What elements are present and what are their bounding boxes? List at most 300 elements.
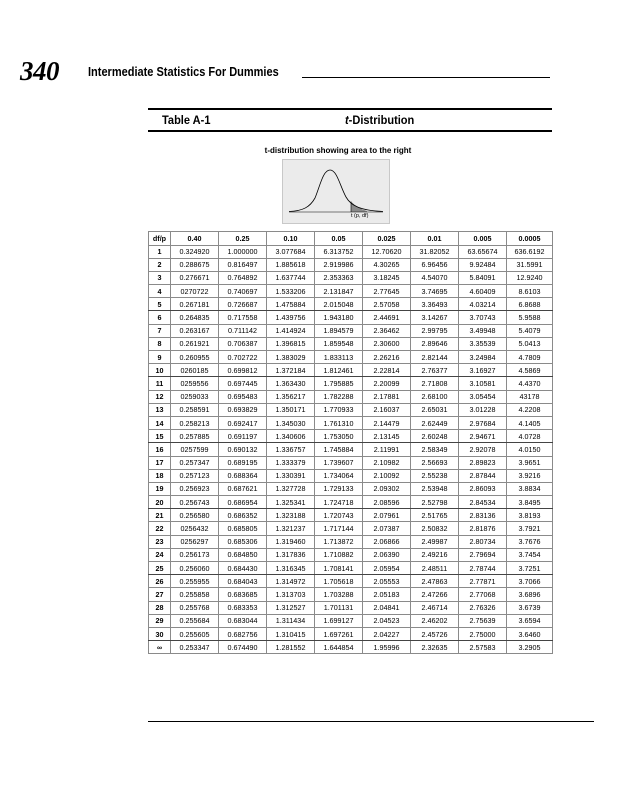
value-cell: 4.03214 bbox=[459, 298, 507, 311]
value-cell: 2.06390 bbox=[363, 548, 411, 561]
value-cell: 1.383029 bbox=[267, 351, 315, 364]
value-cell: 2.07961 bbox=[363, 509, 411, 522]
value-cell: 2.353363 bbox=[315, 271, 363, 284]
value-cell: 3.9216 bbox=[507, 469, 553, 482]
df-cell: 4 bbox=[149, 285, 171, 298]
value-cell: 0.691197 bbox=[219, 430, 267, 443]
value-cell: 1.363430 bbox=[267, 377, 315, 390]
value-cell: 2.60248 bbox=[411, 430, 459, 443]
table-row bbox=[149, 377, 553, 390]
table-row bbox=[149, 641, 553, 654]
value-cell: 2.99795 bbox=[411, 324, 459, 337]
table-title-rest: -Distribution bbox=[348, 113, 415, 127]
df-cell: 10 bbox=[149, 364, 171, 377]
df-cell: 28 bbox=[149, 601, 171, 614]
value-cell: 1.321237 bbox=[267, 522, 315, 535]
value-cell: 0.253347 bbox=[171, 641, 219, 654]
value-cell: 31.82052 bbox=[411, 245, 459, 258]
value-cell: 1.859548 bbox=[315, 337, 363, 350]
value-cell: 4.2208 bbox=[507, 403, 553, 416]
value-cell: 1.637744 bbox=[267, 271, 315, 284]
value-cell: 2.08596 bbox=[363, 496, 411, 509]
value-cell: 2.44691 bbox=[363, 311, 411, 324]
value-cell: 0.261921 bbox=[171, 337, 219, 350]
value-cell: 3.6460 bbox=[507, 627, 553, 640]
df-cell: 26 bbox=[149, 575, 171, 588]
column-header-df: df/p bbox=[149, 232, 171, 246]
df-cell: 9 bbox=[149, 351, 171, 364]
value-cell: 2.57583 bbox=[459, 641, 507, 654]
value-cell: 3.8495 bbox=[507, 496, 553, 509]
value-cell: 2.71808 bbox=[411, 377, 459, 390]
page-number: 340 bbox=[20, 56, 59, 86]
t-distribution-curve-figure bbox=[282, 159, 390, 224]
table-row bbox=[149, 443, 553, 456]
t-distribution-table bbox=[148, 231, 553, 654]
table-row bbox=[149, 482, 553, 495]
value-cell: 1.753050 bbox=[315, 430, 363, 443]
table-row bbox=[149, 285, 553, 298]
table-row bbox=[149, 601, 553, 614]
value-cell: 0.256923 bbox=[171, 482, 219, 495]
table-row bbox=[149, 337, 553, 350]
value-cell: 1.734064 bbox=[315, 469, 363, 482]
value-cell: 1.713872 bbox=[315, 535, 363, 548]
value-cell: 0.685805 bbox=[219, 522, 267, 535]
value-cell: 2.47266 bbox=[411, 588, 459, 601]
value-cell: 1.885618 bbox=[267, 258, 315, 271]
value-cell: 0.740697 bbox=[219, 285, 267, 298]
df-cell: 3 bbox=[149, 271, 171, 284]
value-cell: 0.264835 bbox=[171, 311, 219, 324]
value-cell: 2.919986 bbox=[315, 258, 363, 271]
value-cell: 3.24984 bbox=[459, 351, 507, 364]
column-header-p: 0.0005 bbox=[507, 232, 553, 246]
value-cell: 3.2905 bbox=[507, 641, 553, 654]
table-caption: t-distribution showing area to the right bbox=[264, 146, 412, 155]
df-cell: 22 bbox=[149, 522, 171, 535]
value-cell: 0.267181 bbox=[171, 298, 219, 311]
value-cell: 3.10581 bbox=[459, 377, 507, 390]
value-cell: 2.015048 bbox=[315, 298, 363, 311]
df-cell: ∞ bbox=[149, 641, 171, 654]
value-cell: 3.7454 bbox=[507, 548, 553, 561]
value-cell: 2.65031 bbox=[411, 403, 459, 416]
value-cell: 4.0150 bbox=[507, 443, 553, 456]
value-cell: 0259033 bbox=[171, 390, 219, 403]
value-cell: 2.80734 bbox=[459, 535, 507, 548]
value-cell: 2.57058 bbox=[363, 298, 411, 311]
table-row bbox=[149, 298, 553, 311]
value-cell: 12.70620 bbox=[363, 245, 411, 258]
value-cell: 5.0413 bbox=[507, 337, 553, 350]
value-cell: 0.256580 bbox=[171, 509, 219, 522]
value-cell: 4.60409 bbox=[459, 285, 507, 298]
df-cell: 18 bbox=[149, 469, 171, 482]
value-cell: 5.4079 bbox=[507, 324, 553, 337]
value-cell: 3.7066 bbox=[507, 575, 553, 588]
value-cell: 1.310415 bbox=[267, 627, 315, 640]
value-cell: 1.708141 bbox=[315, 562, 363, 575]
value-cell: 1.782288 bbox=[315, 390, 363, 403]
value-cell: 3.6594 bbox=[507, 614, 553, 627]
value-cell: 2.50832 bbox=[411, 522, 459, 535]
value-cell: 1.697261 bbox=[315, 627, 363, 640]
value-cell: 3.49948 bbox=[459, 324, 507, 337]
value-cell: 1.312527 bbox=[267, 601, 315, 614]
df-cell: 16 bbox=[149, 443, 171, 456]
value-cell: 4.7809 bbox=[507, 351, 553, 364]
value-cell: 0.697445 bbox=[219, 377, 267, 390]
column-header-p: 0.01 bbox=[411, 232, 459, 246]
value-cell: 1.316345 bbox=[267, 562, 315, 575]
value-cell: 12.9240 bbox=[507, 271, 553, 284]
value-cell: 2.10092 bbox=[363, 469, 411, 482]
df-cell: 6 bbox=[149, 311, 171, 324]
value-cell: 2.87844 bbox=[459, 469, 507, 482]
value-cell: 2.131847 bbox=[315, 285, 363, 298]
table-row bbox=[149, 430, 553, 443]
value-cell: 0.690132 bbox=[219, 443, 267, 456]
value-cell: 0.683353 bbox=[219, 601, 267, 614]
value-cell: 1.311434 bbox=[267, 614, 315, 627]
value-cell: 2.09302 bbox=[363, 482, 411, 495]
t-curve-graphic bbox=[283, 160, 389, 223]
value-cell: 0.324920 bbox=[171, 245, 219, 258]
df-cell: 21 bbox=[149, 509, 171, 522]
value-cell: 1.724718 bbox=[315, 496, 363, 509]
value-cell: 1.770933 bbox=[315, 403, 363, 416]
value-cell: 0.687621 bbox=[219, 482, 267, 495]
value-cell: 0.256743 bbox=[171, 496, 219, 509]
value-cell: 2.92078 bbox=[459, 443, 507, 456]
value-cell: 1.340606 bbox=[267, 430, 315, 443]
table-row bbox=[149, 390, 553, 403]
value-cell: 0.683044 bbox=[219, 614, 267, 627]
table-header-rule bbox=[148, 130, 552, 132]
value-cell: 0.692417 bbox=[219, 416, 267, 429]
value-cell: 2.81876 bbox=[459, 522, 507, 535]
value-cell: 3.05454 bbox=[459, 390, 507, 403]
value-cell: 0.260955 bbox=[171, 351, 219, 364]
value-cell: 3.74695 bbox=[411, 285, 459, 298]
value-cell: 0.263167 bbox=[171, 324, 219, 337]
table-body bbox=[149, 245, 553, 654]
value-cell: 0.695483 bbox=[219, 390, 267, 403]
value-cell: 1.314972 bbox=[267, 575, 315, 588]
value-cell: 2.49987 bbox=[411, 535, 459, 548]
value-cell: 0.255858 bbox=[171, 588, 219, 601]
value-cell: 1.372184 bbox=[267, 364, 315, 377]
value-cell: 6.313752 bbox=[315, 245, 363, 258]
value-cell: 1.475884 bbox=[267, 298, 315, 311]
value-cell: 2.52798 bbox=[411, 496, 459, 509]
value-cell: 0.686954 bbox=[219, 496, 267, 509]
value-cell: 2.56693 bbox=[411, 456, 459, 469]
column-header-p: 0.25 bbox=[219, 232, 267, 246]
value-cell: 2.46714 bbox=[411, 601, 459, 614]
value-cell: 0.255768 bbox=[171, 601, 219, 614]
value-cell: 4.30265 bbox=[363, 258, 411, 271]
value-cell: 2.83136 bbox=[459, 509, 507, 522]
value-cell: 2.79694 bbox=[459, 548, 507, 561]
value-cell: 3.7921 bbox=[507, 522, 553, 535]
value-cell: 9.92484 bbox=[459, 258, 507, 271]
value-cell: 1.710882 bbox=[315, 548, 363, 561]
value-cell: 2.47863 bbox=[411, 575, 459, 588]
value-cell: 0256432 bbox=[171, 522, 219, 535]
value-cell: 3.70743 bbox=[459, 311, 507, 324]
value-cell: 6.96456 bbox=[411, 258, 459, 271]
value-cell: 0.255955 bbox=[171, 575, 219, 588]
value-cell: 2.75639 bbox=[459, 614, 507, 627]
value-cell: 2.17881 bbox=[363, 390, 411, 403]
table-row bbox=[149, 258, 553, 271]
value-cell: 2.49216 bbox=[411, 548, 459, 561]
value-cell: 2.04523 bbox=[363, 614, 411, 627]
value-cell: 0.276671 bbox=[171, 271, 219, 284]
value-cell: 2.10982 bbox=[363, 456, 411, 469]
value-cell: 1.703288 bbox=[315, 588, 363, 601]
df-cell: 11 bbox=[149, 377, 171, 390]
value-cell: 3.7676 bbox=[507, 535, 553, 548]
value-cell: 2.89646 bbox=[411, 337, 459, 350]
value-cell: 0.717558 bbox=[219, 311, 267, 324]
value-cell: 2.45726 bbox=[411, 627, 459, 640]
value-cell: 3.6739 bbox=[507, 601, 553, 614]
value-cell: 1.317836 bbox=[267, 548, 315, 561]
table-top-rule bbox=[148, 108, 552, 110]
table-row bbox=[149, 496, 553, 509]
value-cell: 2.82144 bbox=[411, 351, 459, 364]
df-cell: 29 bbox=[149, 614, 171, 627]
value-cell: 2.55238 bbox=[411, 469, 459, 482]
value-cell: 0.699812 bbox=[219, 364, 267, 377]
table-row bbox=[149, 271, 553, 284]
table-row bbox=[149, 575, 553, 588]
value-cell: 0.689195 bbox=[219, 456, 267, 469]
value-cell: 1.745884 bbox=[315, 443, 363, 456]
value-cell: 2.16037 bbox=[363, 403, 411, 416]
value-cell: 3.7251 bbox=[507, 562, 553, 575]
value-cell: 1.812461 bbox=[315, 364, 363, 377]
value-cell: 3.8193 bbox=[507, 509, 553, 522]
value-cell: 2.22814 bbox=[363, 364, 411, 377]
value-cell: 0.258591 bbox=[171, 403, 219, 416]
value-cell: 2.68100 bbox=[411, 390, 459, 403]
table-label: Table A-1 bbox=[162, 113, 211, 127]
value-cell: 2.36462 bbox=[363, 324, 411, 337]
value-cell: 3.14267 bbox=[411, 311, 459, 324]
column-header-p: 0.10 bbox=[267, 232, 315, 246]
value-cell: 3.16927 bbox=[459, 364, 507, 377]
value-cell: 4.4370 bbox=[507, 377, 553, 390]
value-cell: 0.684850 bbox=[219, 548, 267, 561]
value-cell: 1.833113 bbox=[315, 351, 363, 364]
table-row bbox=[149, 509, 553, 522]
value-cell: 0.684043 bbox=[219, 575, 267, 588]
value-cell: 2.51765 bbox=[411, 509, 459, 522]
df-cell: 25 bbox=[149, 562, 171, 575]
value-cell: 1.350171 bbox=[267, 403, 315, 416]
value-cell: 1.533206 bbox=[267, 285, 315, 298]
value-cell: 1.333379 bbox=[267, 456, 315, 469]
value-cell: 2.86093 bbox=[459, 482, 507, 495]
df-cell: 12 bbox=[149, 390, 171, 403]
value-cell: 1.795885 bbox=[315, 377, 363, 390]
value-cell: 3.18245 bbox=[363, 271, 411, 284]
value-cell: 0.256060 bbox=[171, 562, 219, 575]
df-cell: 1 bbox=[149, 245, 171, 258]
value-cell: 2.77068 bbox=[459, 588, 507, 601]
df-cell: 19 bbox=[149, 482, 171, 495]
value-cell: 2.76326 bbox=[459, 601, 507, 614]
df-cell: 13 bbox=[149, 403, 171, 416]
value-cell: 636.6192 bbox=[507, 245, 553, 258]
value-cell: 0259556 bbox=[171, 377, 219, 390]
table-row bbox=[149, 324, 553, 337]
value-cell: 5.84091 bbox=[459, 271, 507, 284]
value-cell: 1.330391 bbox=[267, 469, 315, 482]
value-cell: 8.6103 bbox=[507, 285, 553, 298]
value-cell: 0.256173 bbox=[171, 548, 219, 561]
value-cell: 0.255605 bbox=[171, 627, 219, 640]
value-cell: 0.257347 bbox=[171, 456, 219, 469]
table-row bbox=[149, 522, 553, 535]
column-header-p: 0.40 bbox=[171, 232, 219, 246]
value-cell: 0257599 bbox=[171, 443, 219, 456]
value-cell: 1.720743 bbox=[315, 509, 363, 522]
value-cell: 0260185 bbox=[171, 364, 219, 377]
value-cell: 2.77645 bbox=[363, 285, 411, 298]
value-cell: 6.8688 bbox=[507, 298, 553, 311]
value-cell: 2.14479 bbox=[363, 416, 411, 429]
value-cell: 2.53948 bbox=[411, 482, 459, 495]
table-row bbox=[149, 403, 553, 416]
value-cell: 0.258213 bbox=[171, 416, 219, 429]
value-cell: 43178 bbox=[507, 390, 553, 403]
value-cell: 2.05553 bbox=[363, 575, 411, 588]
value-cell: 4.1405 bbox=[507, 416, 553, 429]
value-cell: 1.439756 bbox=[267, 311, 315, 324]
df-cell: 2 bbox=[149, 258, 171, 271]
df-cell: 14 bbox=[149, 416, 171, 429]
value-cell: 1.701131 bbox=[315, 601, 363, 614]
value-cell: 2.84534 bbox=[459, 496, 507, 509]
value-cell: 2.76377 bbox=[411, 364, 459, 377]
value-cell: 2.26216 bbox=[363, 351, 411, 364]
column-header-p: 0.025 bbox=[363, 232, 411, 246]
value-cell: 0.764892 bbox=[219, 271, 267, 284]
value-cell: 2.04227 bbox=[363, 627, 411, 640]
value-cell: 1.396815 bbox=[267, 337, 315, 350]
header-rule bbox=[302, 77, 550, 78]
table-row bbox=[149, 627, 553, 640]
df-cell: 5 bbox=[149, 298, 171, 311]
value-cell: 2.04841 bbox=[363, 601, 411, 614]
table-title bbox=[345, 113, 414, 127]
value-cell: 1.761310 bbox=[315, 416, 363, 429]
value-cell: 1.323188 bbox=[267, 509, 315, 522]
value-cell: 1.319460 bbox=[267, 535, 315, 548]
value-cell: 2.48511 bbox=[411, 562, 459, 575]
value-cell: 2.05954 bbox=[363, 562, 411, 575]
value-cell: 31.5991 bbox=[507, 258, 553, 271]
value-cell: 2.77871 bbox=[459, 575, 507, 588]
value-cell: 1.717144 bbox=[315, 522, 363, 535]
value-cell: 0270722 bbox=[171, 285, 219, 298]
table-row bbox=[149, 588, 553, 601]
table-title-italic: t bbox=[345, 113, 349, 127]
df-cell: 30 bbox=[149, 627, 171, 640]
value-cell: 3.35539 bbox=[459, 337, 507, 350]
shaded-right-tail bbox=[351, 202, 367, 213]
value-cell: 2.97684 bbox=[459, 416, 507, 429]
df-cell: 20 bbox=[149, 496, 171, 509]
df-cell: 17 bbox=[149, 456, 171, 469]
value-cell: 3.077684 bbox=[267, 245, 315, 258]
value-cell: 3.6896 bbox=[507, 588, 553, 601]
column-header-p: 0.005 bbox=[459, 232, 507, 246]
value-cell: 1.705618 bbox=[315, 575, 363, 588]
value-cell: 0.706387 bbox=[219, 337, 267, 350]
value-cell: 0.816497 bbox=[219, 258, 267, 271]
column-header-p: 0.05 bbox=[315, 232, 363, 246]
value-cell: 3.8834 bbox=[507, 482, 553, 495]
value-cell: 2.05183 bbox=[363, 588, 411, 601]
value-cell: 0.288675 bbox=[171, 258, 219, 271]
value-cell: 1.356217 bbox=[267, 390, 315, 403]
value-cell: 1.644854 bbox=[315, 641, 363, 654]
value-cell: 2.32635 bbox=[411, 641, 459, 654]
table-row bbox=[149, 548, 553, 561]
value-cell: 0.257885 bbox=[171, 430, 219, 443]
table-row bbox=[149, 311, 553, 324]
df-cell: 15 bbox=[149, 430, 171, 443]
value-cell: 0.711142 bbox=[219, 324, 267, 337]
page-bottom-rule bbox=[148, 721, 594, 722]
table-row bbox=[149, 614, 553, 627]
value-cell: 2.58349 bbox=[411, 443, 459, 456]
table-row bbox=[149, 416, 553, 429]
value-cell: 4.54070 bbox=[411, 271, 459, 284]
value-cell: 2.75000 bbox=[459, 627, 507, 640]
value-cell: 2.11991 bbox=[363, 443, 411, 456]
df-cell: 27 bbox=[149, 588, 171, 601]
value-cell: 0256297 bbox=[171, 535, 219, 548]
df-cell: 23 bbox=[149, 535, 171, 548]
value-cell: 2.13145 bbox=[363, 430, 411, 443]
value-cell: 0.682756 bbox=[219, 627, 267, 640]
curve-label: t (p, df) bbox=[351, 213, 369, 219]
table-row bbox=[149, 456, 553, 469]
value-cell: 2.89823 bbox=[459, 456, 507, 469]
value-cell: 1.313703 bbox=[267, 588, 315, 601]
value-cell: 2.07387 bbox=[363, 522, 411, 535]
value-cell: 3.36493 bbox=[411, 298, 459, 311]
value-cell: 0.674490 bbox=[219, 641, 267, 654]
value-cell: 0.688364 bbox=[219, 469, 267, 482]
value-cell: 1.336757 bbox=[267, 443, 315, 456]
table-row bbox=[149, 562, 553, 575]
value-cell: 63.65674 bbox=[459, 245, 507, 258]
value-cell: 0.685306 bbox=[219, 535, 267, 548]
value-cell: 0.726687 bbox=[219, 298, 267, 311]
value-cell: 5.9588 bbox=[507, 311, 553, 324]
df-cell: 8 bbox=[149, 337, 171, 350]
value-cell: 1.894579 bbox=[315, 324, 363, 337]
table-row bbox=[149, 469, 553, 482]
